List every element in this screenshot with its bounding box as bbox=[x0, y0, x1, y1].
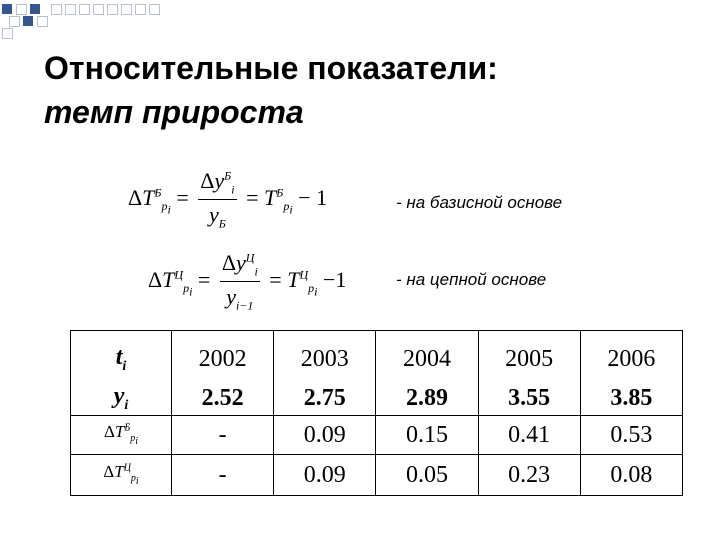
cell: 0.53 bbox=[580, 416, 682, 455]
cell: 2003 bbox=[274, 331, 376, 382]
cell: 3.55 bbox=[478, 381, 580, 416]
formula-chain: $\Delta T^Ц_{p_i}$ = $\frac{\Delta y^Ц_i}{y_{i-1}}$ = $T^Ц_{p_i} -1$ bbox=[148, 250, 347, 313]
cell: 2.75 bbox=[274, 381, 376, 416]
formula-base-note: - на базисной основе bbox=[396, 193, 563, 212]
table-row bbox=[71, 455, 683, 496]
cell: 2.89 bbox=[376, 381, 478, 416]
table-row bbox=[71, 331, 683, 382]
cell: 0.09 bbox=[274, 455, 376, 496]
square-icon bbox=[149, 4, 160, 15]
square-icon bbox=[37, 16, 48, 27]
cell: 0.15 bbox=[376, 416, 478, 455]
square-icon bbox=[135, 4, 146, 15]
square-icon bbox=[2, 28, 13, 39]
table-row bbox=[71, 381, 683, 416]
row-label-t: $t_i$ bbox=[71, 331, 172, 382]
square-icon bbox=[16, 4, 27, 15]
cell: 0.23 bbox=[478, 455, 580, 496]
data-table bbox=[70, 330, 683, 496]
fraction: $\frac{\Delta y^Ц_i}{y_{i-1}}$ bbox=[221, 250, 258, 313]
square-icon bbox=[93, 4, 104, 15]
fraction: $\frac{\Delta y^Б_i}{y_Б}$ bbox=[200, 168, 235, 231]
formula-base: $\Delta T^Б_{p_i}$ = $\frac{\Delta y^Б_i}{y_Б}$ = $T^Б_{p_i} - 1$ bbox=[128, 168, 328, 231]
square-icon bbox=[23, 16, 33, 26]
cell: 2006 bbox=[580, 331, 682, 382]
row-label-chain: $\Delta T^Ц_{p_i}$ bbox=[71, 455, 172, 496]
cell: 2004 bbox=[376, 331, 478, 382]
square-icon bbox=[65, 4, 76, 15]
cell: 2005 bbox=[478, 331, 580, 382]
cell: 0.09 bbox=[274, 416, 376, 455]
square-icon bbox=[107, 4, 118, 15]
square-icon bbox=[51, 4, 62, 15]
square-icon bbox=[79, 4, 90, 15]
square-icon bbox=[2, 4, 12, 14]
cell: 0.08 bbox=[580, 455, 682, 496]
row-label-base: $\Delta T^Б_{p_i}$ bbox=[71, 416, 172, 455]
decorative-squares bbox=[0, 0, 200, 40]
cell: 3.85 bbox=[580, 381, 682, 416]
cell: - bbox=[172, 455, 274, 496]
cell: 2.52 bbox=[172, 381, 274, 416]
table-row bbox=[71, 416, 683, 455]
cell: 0.41 bbox=[478, 416, 580, 455]
square-icon bbox=[30, 4, 40, 14]
cell: 0.05 bbox=[376, 455, 478, 496]
title-line-2: темп прироста bbox=[44, 94, 304, 130]
square-icon bbox=[121, 4, 132, 15]
title-line-1: Относительные показатели: bbox=[44, 50, 498, 86]
row-label-y: $y_i$ bbox=[71, 381, 172, 416]
page-title bbox=[44, 46, 498, 134]
cell: 2002 bbox=[172, 331, 274, 382]
square-icon bbox=[9, 16, 20, 27]
formula-chain-note: - на цепной основе bbox=[396, 270, 547, 289]
cell: - bbox=[172, 416, 274, 455]
